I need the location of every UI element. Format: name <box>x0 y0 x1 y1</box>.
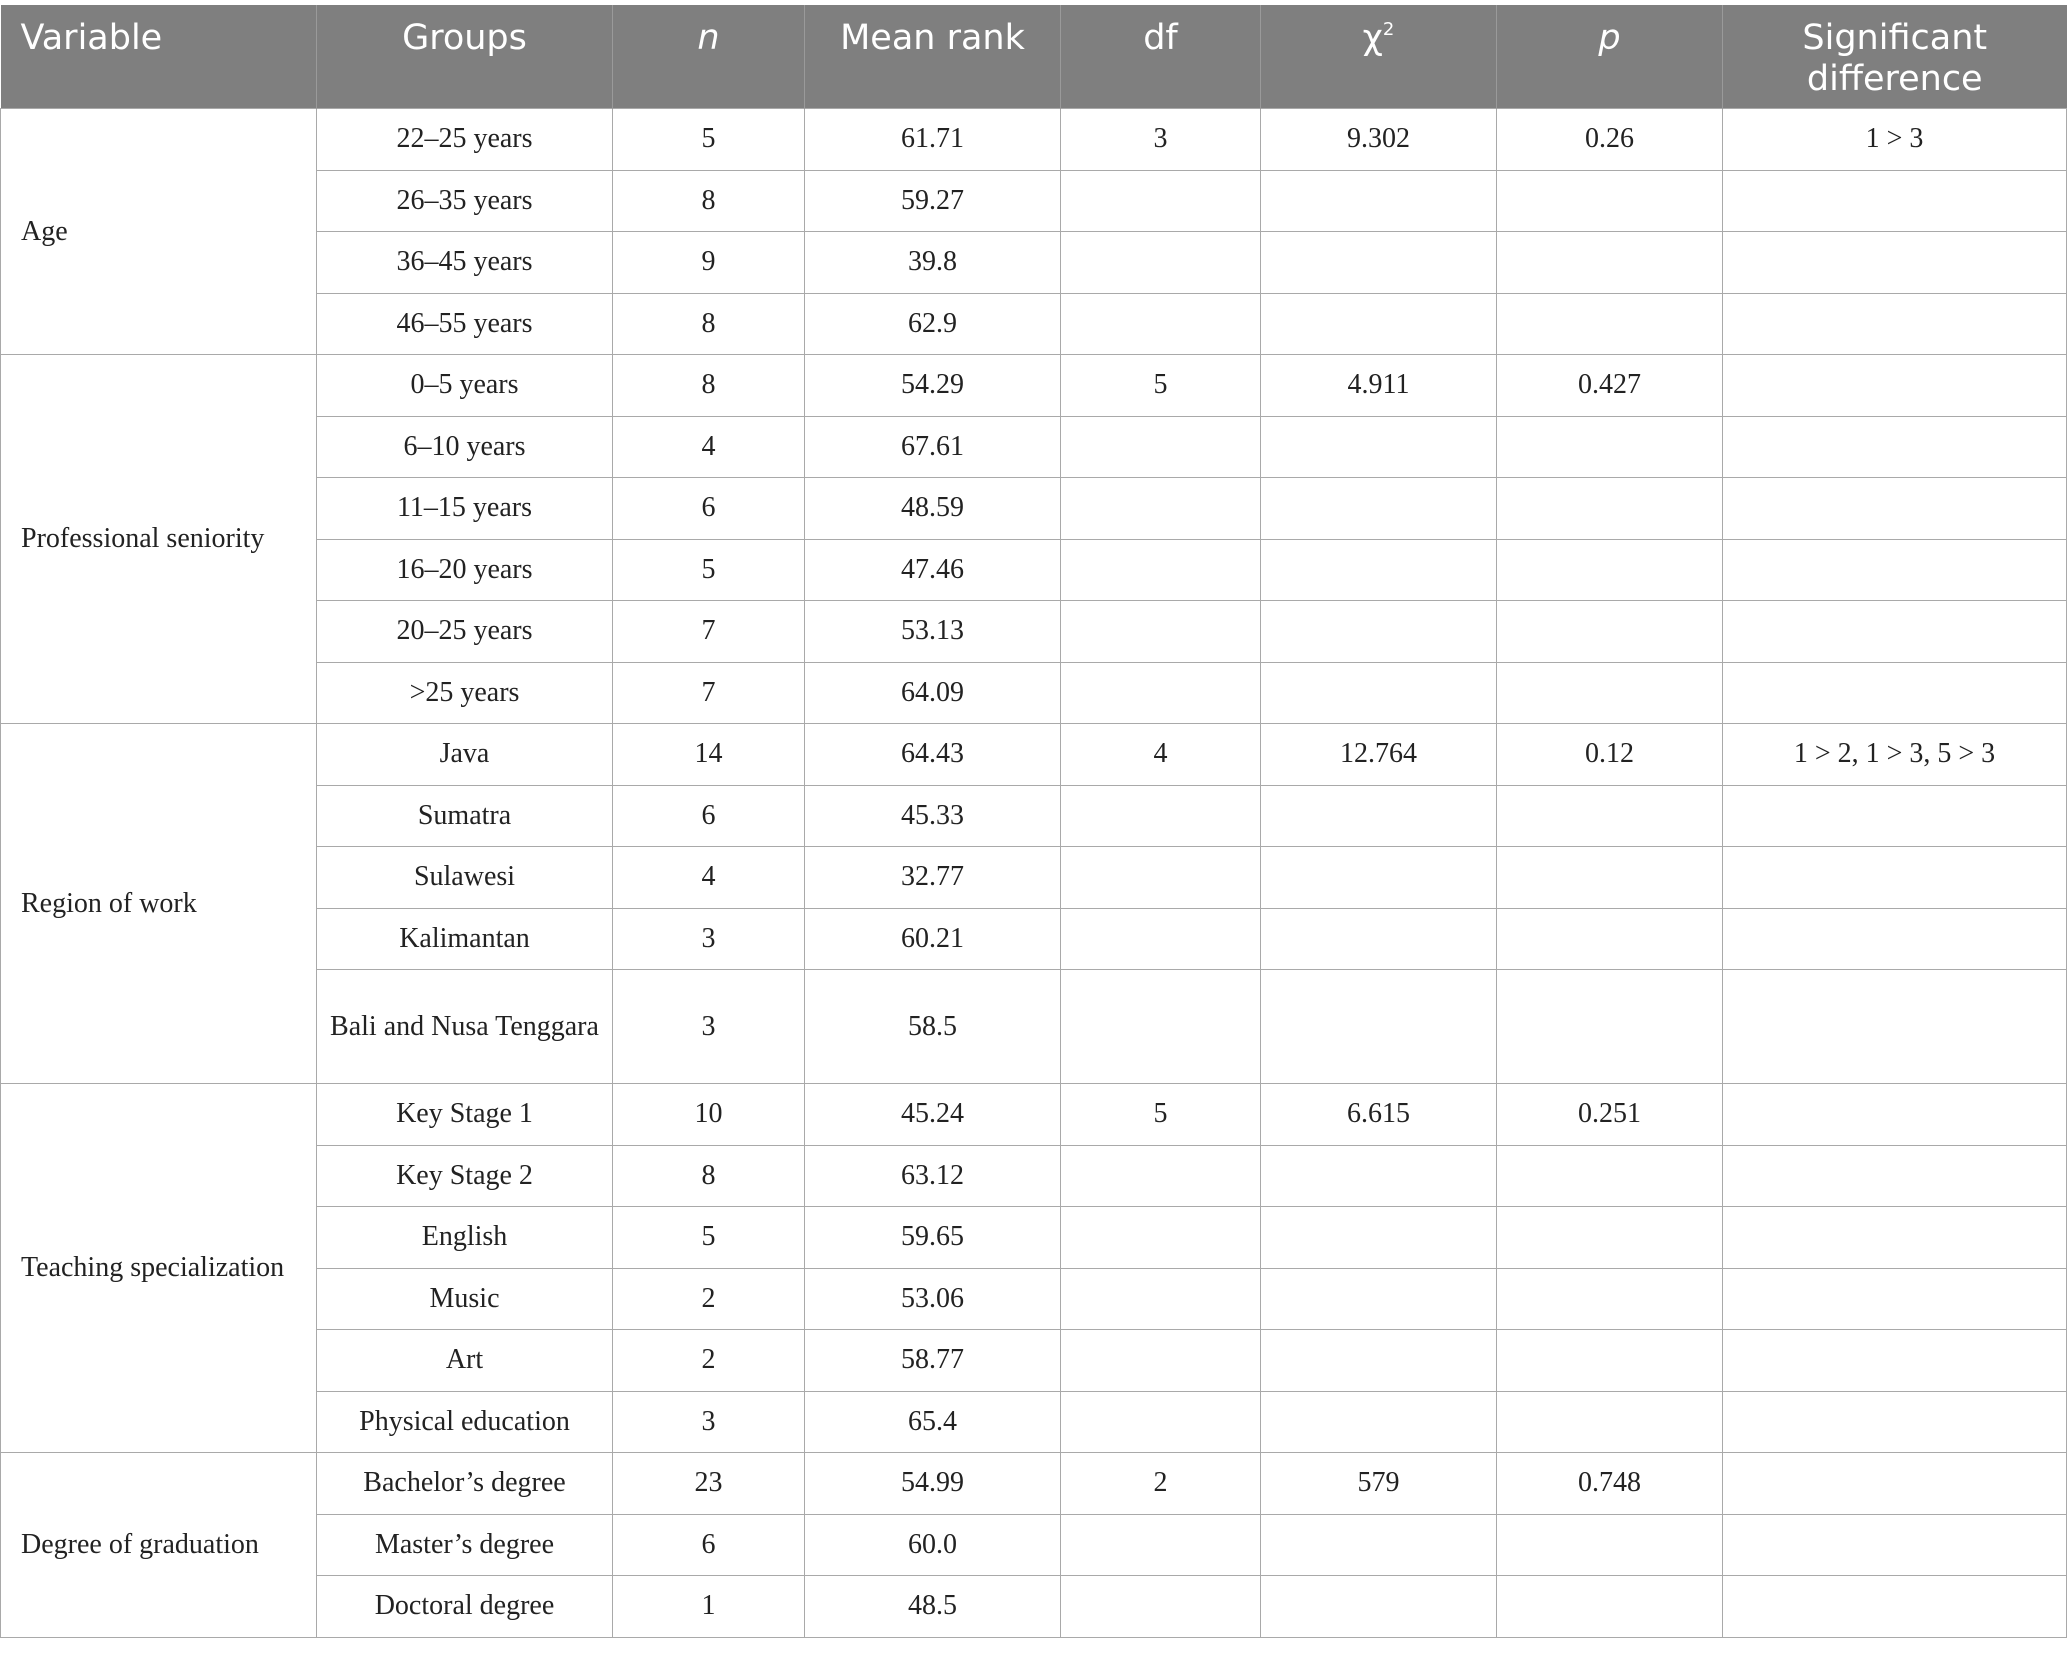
mean-rank-cell: 64.43 <box>805 724 1061 786</box>
table-row <box>1 109 2067 171</box>
df-cell <box>1061 662 1261 724</box>
chi-square-cell: 579 <box>1261 1453 1497 1515</box>
significant-difference-cell <box>1723 355 2067 417</box>
significant-difference-cell <box>1723 1576 2067 1638</box>
df-cell <box>1061 1514 1261 1576</box>
n-cell: 3 <box>613 908 805 970</box>
df-cell <box>1061 601 1261 663</box>
group-cell: Key Stage 1 <box>317 1084 613 1146</box>
significant-difference-cell <box>1723 416 2067 478</box>
mean-rank-cell: 59.65 <box>805 1207 1061 1269</box>
header-variable: Variable <box>1 5 317 109</box>
chi-square-cell <box>1261 785 1497 847</box>
mean-rank-cell: 54.29 <box>805 355 1061 417</box>
n-cell: 2 <box>613 1268 805 1330</box>
significant-difference-cell <box>1723 601 2067 663</box>
significant-difference-cell <box>1723 1330 2067 1392</box>
df-cell <box>1061 785 1261 847</box>
header-p: p <box>1497 5 1723 109</box>
table-body <box>1 109 2067 1638</box>
significant-difference-cell <box>1723 1453 2067 1515</box>
significant-difference-cell <box>1723 1145 2067 1207</box>
mean-rank-cell: 45.33 <box>805 785 1061 847</box>
significant-difference-cell <box>1723 170 2067 232</box>
header-row <box>1 5 2067 109</box>
df-cell <box>1061 847 1261 909</box>
group-cell: Art <box>317 1330 613 1392</box>
n-cell: 2 <box>613 1330 805 1392</box>
df-cell <box>1061 539 1261 601</box>
chi-symbol: χ <box>1362 18 1383 58</box>
group-cell: 22–25 years <box>317 109 613 171</box>
chi-square-cell <box>1261 1576 1497 1638</box>
group-cell: 26–35 years <box>317 170 613 232</box>
significant-difference-cell <box>1723 1391 2067 1453</box>
df-cell <box>1061 170 1261 232</box>
group-cell: 46–55 years <box>317 293 613 355</box>
mean-rank-cell: 60.21 <box>805 908 1061 970</box>
p-cell <box>1497 601 1723 663</box>
group-cell: Bali and Nusa Tenggara <box>317 970 613 1084</box>
mean-rank-cell: 62.9 <box>805 293 1061 355</box>
n-cell: 5 <box>613 1207 805 1269</box>
df-cell <box>1061 1576 1261 1638</box>
n-cell: 8 <box>613 355 805 417</box>
mean-rank-cell: 63.12 <box>805 1145 1061 1207</box>
variable-cell: Degree of graduation <box>1 1453 317 1638</box>
chi-square-cell: 9.302 <box>1261 109 1497 171</box>
chi-square-cell <box>1261 662 1497 724</box>
p-cell <box>1497 970 1723 1084</box>
header-df: df <box>1061 5 1261 109</box>
df-cell <box>1061 1145 1261 1207</box>
df-cell <box>1061 1268 1261 1330</box>
df-cell <box>1061 1330 1261 1392</box>
chi-square-cell <box>1261 478 1497 540</box>
mean-rank-cell: 61.71 <box>805 109 1061 171</box>
chi-square-cell <box>1261 601 1497 663</box>
mean-rank-cell: 45.24 <box>805 1084 1061 1146</box>
n-cell: 3 <box>613 970 805 1084</box>
p-cell: 0.26 <box>1497 109 1723 171</box>
significant-difference-cell <box>1723 539 2067 601</box>
chi-square-cell <box>1261 1207 1497 1269</box>
table-row <box>1 724 2067 786</box>
group-cell: 36–45 years <box>317 232 613 294</box>
df-cell: 4 <box>1061 724 1261 786</box>
group-cell: Java <box>317 724 613 786</box>
chi-square-cell: 4.911 <box>1261 355 1497 417</box>
group-cell: Bachelor’s degree <box>317 1453 613 1515</box>
n-cell: 8 <box>613 293 805 355</box>
mean-rank-cell: 67.61 <box>805 416 1061 478</box>
n-cell: 7 <box>613 601 805 663</box>
chi-square-cell <box>1261 232 1497 294</box>
p-cell <box>1497 1207 1723 1269</box>
p-cell <box>1497 416 1723 478</box>
df-cell <box>1061 232 1261 294</box>
df-cell: 2 <box>1061 1453 1261 1515</box>
p-cell <box>1497 785 1723 847</box>
mean-rank-cell: 64.09 <box>805 662 1061 724</box>
n-cell: 7 <box>613 662 805 724</box>
mean-rank-cell: 54.99 <box>805 1453 1061 1515</box>
mean-rank-cell: 58.5 <box>805 970 1061 1084</box>
group-cell: 16–20 years <box>317 539 613 601</box>
significant-difference-cell <box>1723 1084 2067 1146</box>
df-cell <box>1061 478 1261 540</box>
group-cell: Music <box>317 1268 613 1330</box>
header-mean-rank: Mean rank <box>805 5 1061 109</box>
n-cell: 3 <box>613 1391 805 1453</box>
significant-difference-cell: 1 > 3 <box>1723 109 2067 171</box>
significant-difference-cell <box>1723 1207 2067 1269</box>
group-cell: Kalimantan <box>317 908 613 970</box>
chi-square-cell <box>1261 1268 1497 1330</box>
p-cell: 0.251 <box>1497 1084 1723 1146</box>
n-cell: 5 <box>613 539 805 601</box>
n-cell: 6 <box>613 1514 805 1576</box>
df-cell <box>1061 293 1261 355</box>
kruskal-wallis-table <box>0 5 2067 1638</box>
group-cell: Key Stage 2 <box>317 1145 613 1207</box>
chi-square-cell <box>1261 847 1497 909</box>
chi-square-cell: 6.615 <box>1261 1084 1497 1146</box>
df-cell: 5 <box>1061 1084 1261 1146</box>
significant-difference-cell <box>1723 232 2067 294</box>
group-cell: 0–5 years <box>317 355 613 417</box>
group-cell: 11–15 years <box>317 478 613 540</box>
p-cell <box>1497 662 1723 724</box>
n-cell: 5 <box>613 109 805 171</box>
significant-difference-cell <box>1723 293 2067 355</box>
header-sig-line1: Significant <box>1802 18 1988 58</box>
group-cell: Master’s degree <box>317 1514 613 1576</box>
chi-square-cell <box>1261 1391 1497 1453</box>
p-cell <box>1497 1145 1723 1207</box>
p-cell <box>1497 539 1723 601</box>
significant-difference-cell <box>1723 785 2067 847</box>
chi-square-cell <box>1261 1145 1497 1207</box>
variable-cell: Professional seniority <box>1 355 317 724</box>
chi-square-cell <box>1261 170 1497 232</box>
p-cell <box>1497 1391 1723 1453</box>
mean-rank-cell: 65.4 <box>805 1391 1061 1453</box>
significant-difference-cell <box>1723 478 2067 540</box>
df-cell <box>1061 970 1261 1084</box>
mean-rank-cell: 60.0 <box>805 1514 1061 1576</box>
group-cell: Doctoral degree <box>317 1576 613 1638</box>
significant-difference-cell <box>1723 970 2067 1084</box>
chi-square-cell <box>1261 1514 1497 1576</box>
p-cell <box>1497 293 1723 355</box>
header-groups: Groups <box>317 5 613 109</box>
significant-difference-cell <box>1723 847 2067 909</box>
df-cell <box>1061 908 1261 970</box>
n-cell: 9 <box>613 232 805 294</box>
table-row <box>1 355 2067 417</box>
p-cell <box>1497 232 1723 294</box>
header-chi-square <box>1261 5 1497 109</box>
chi-square-cell <box>1261 416 1497 478</box>
df-cell <box>1061 416 1261 478</box>
p-cell <box>1497 1268 1723 1330</box>
chi-square-cell <box>1261 539 1497 601</box>
p-cell <box>1497 1330 1723 1392</box>
n-cell: 6 <box>613 478 805 540</box>
significant-difference-cell <box>1723 1268 2067 1330</box>
chi-superscript: 2 <box>1382 19 1395 40</box>
n-cell: 10 <box>613 1084 805 1146</box>
n-cell: 23 <box>613 1453 805 1515</box>
mean-rank-cell: 59.27 <box>805 170 1061 232</box>
header-significant-difference <box>1723 5 2067 109</box>
mean-rank-cell: 53.06 <box>805 1268 1061 1330</box>
n-cell: 8 <box>613 1145 805 1207</box>
n-cell: 14 <box>613 724 805 786</box>
mean-rank-cell: 32.77 <box>805 847 1061 909</box>
group-cell: Sumatra <box>317 785 613 847</box>
df-cell <box>1061 1207 1261 1269</box>
variable-cell: Region of work <box>1 724 317 1084</box>
n-cell: 8 <box>613 170 805 232</box>
significant-difference-cell: 1 > 2, 1 > 3, 5 > 3 <box>1723 724 2067 786</box>
header-sig-line2: difference <box>1806 59 1983 99</box>
group-cell: Physical education <box>317 1391 613 1453</box>
p-cell: 0.427 <box>1497 355 1723 417</box>
chi-square-cell: 12.764 <box>1261 724 1497 786</box>
p-cell <box>1497 908 1723 970</box>
variable-cell: Teaching specialization <box>1 1084 317 1453</box>
mean-rank-cell: 47.46 <box>805 539 1061 601</box>
group-cell: Sulawesi <box>317 847 613 909</box>
header-n: n <box>613 5 805 109</box>
chi-square-cell <box>1261 970 1497 1084</box>
chi-square-cell <box>1261 1330 1497 1392</box>
p-cell <box>1497 1576 1723 1638</box>
mean-rank-cell: 53.13 <box>805 601 1061 663</box>
n-cell: 1 <box>613 1576 805 1638</box>
table-row <box>1 1453 2067 1515</box>
n-cell: 4 <box>613 847 805 909</box>
mean-rank-cell: 48.5 <box>805 1576 1061 1638</box>
p-cell: 0.748 <box>1497 1453 1723 1515</box>
significant-difference-cell <box>1723 908 2067 970</box>
n-cell: 4 <box>613 416 805 478</box>
n-cell: 6 <box>613 785 805 847</box>
significant-difference-cell <box>1723 1514 2067 1576</box>
mean-rank-cell: 48.59 <box>805 478 1061 540</box>
chi-square-cell <box>1261 293 1497 355</box>
df-cell: 3 <box>1061 109 1261 171</box>
chi-square-cell <box>1261 908 1497 970</box>
group-cell: 6–10 years <box>317 416 613 478</box>
significant-difference-cell <box>1723 662 2067 724</box>
group-cell: >25 years <box>317 662 613 724</box>
mean-rank-cell: 58.77 <box>805 1330 1061 1392</box>
df-cell <box>1061 1391 1261 1453</box>
mean-rank-cell: 39.8 <box>805 232 1061 294</box>
p-cell <box>1497 847 1723 909</box>
p-cell: 0.12 <box>1497 724 1723 786</box>
group-cell: 20–25 years <box>317 601 613 663</box>
p-cell <box>1497 1514 1723 1576</box>
group-cell: English <box>317 1207 613 1269</box>
p-cell <box>1497 478 1723 540</box>
p-cell <box>1497 170 1723 232</box>
df-cell: 5 <box>1061 355 1261 417</box>
variable-cell: Age <box>1 109 317 355</box>
table-row <box>1 1084 2067 1146</box>
